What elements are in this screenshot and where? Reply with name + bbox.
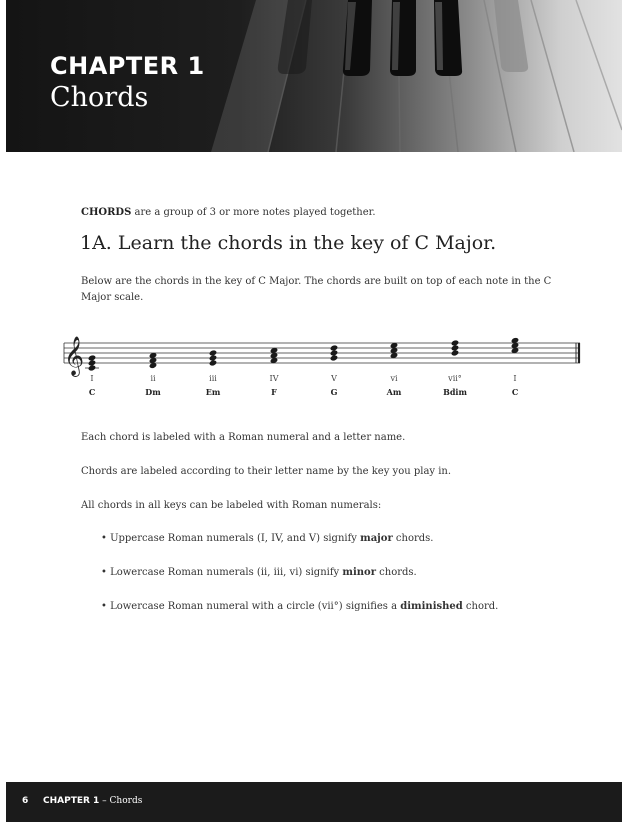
roman-numeral-label: iii (209, 374, 217, 383)
chord-letter-label: Em (205, 387, 221, 397)
intro-paragraph (81, 205, 376, 221)
chord-letter-label: C (88, 387, 96, 397)
chapter-title: Chords (50, 82, 149, 113)
bullet-diminished-term: diminished (400, 601, 463, 612)
chord-2 (145, 352, 161, 397)
page-number: 6 (22, 796, 29, 806)
section-heading: 1A. Learn the chords in the key of C Major. (80, 232, 497, 254)
paragraph-roman-letter: Each chord is labeled with a Roman numeral and a letter name. (81, 432, 406, 443)
bullet-major-term: major (360, 533, 393, 544)
footer-separator: – (99, 796, 110, 806)
note-head (330, 344, 338, 351)
footer-chapter-label: CHAPTER 1 (43, 796, 100, 806)
footer-chapter (43, 796, 142, 806)
intro-term: CHORDS (81, 207, 132, 218)
staff-lines (64, 343, 580, 363)
bullet-minor-term: minor (342, 567, 376, 578)
bullet-major-text: • Uppercase Roman numerals (I, IV, and V) signify (101, 533, 361, 544)
chord-1 (85, 354, 99, 397)
music-staff (0, 320, 628, 410)
treble-clef-icon: 𝄞 (64, 336, 85, 376)
bullet-diminished (101, 601, 498, 612)
chord-letter-label: Am (386, 387, 402, 397)
chord-6 (386, 342, 402, 397)
bullet-minor-text: • Lowercase Roman numerals (ii, iii, vi) signify (101, 567, 343, 578)
chord-4 (270, 347, 279, 397)
chord-8 (511, 337, 519, 397)
roman-numeral-label: IV (269, 374, 279, 383)
note-head (88, 354, 96, 361)
note-head (451, 339, 459, 346)
roman-numeral-label: I (90, 374, 94, 383)
chord-letter-label: F (271, 387, 277, 397)
bullet-diminished-text: • Lowercase Roman numeral with a circle (vii°) signifies a (101, 601, 401, 612)
page-footer (6, 782, 622, 822)
chapter-header-banner (6, 0, 622, 152)
paragraph-letter-key: Chords are labeled according to their letter name by the key you play in. (81, 466, 452, 477)
chord-5 (330, 344, 338, 397)
roman-numeral-label: V (331, 374, 337, 383)
roman-numeral-label: I (513, 374, 517, 383)
chord-letter-label: Bdim (443, 387, 467, 397)
chord-letter-label: Dm (145, 387, 161, 397)
chord-3 (206, 349, 221, 397)
chapter-label: CHAPTER 1 (50, 52, 205, 80)
roman-numeral-label: ii (150, 374, 156, 383)
section-description: Below are the chords in the key of C Major. The chords are built on top of each note in the C Major scale. (81, 276, 552, 303)
chord-letter-label: C (511, 387, 519, 397)
bullet-major-end: chords. (392, 533, 434, 544)
roman-numeral-label: vii° (448, 374, 462, 383)
intro-text: are a group of 3 or more notes played together. (131, 207, 376, 218)
bullet-minor-end: chords. (375, 567, 417, 578)
paragraph-all-keys: All chords in all keys can be labeled with Roman numerals: (81, 500, 382, 511)
note-head (209, 349, 217, 356)
chords-layer (85, 337, 519, 397)
roman-numeral-label: vi (390, 374, 398, 383)
footer-chapter-title: Chords (109, 796, 143, 806)
chord-letter-label: G (330, 387, 338, 397)
white-keys (211, 0, 622, 152)
bullet-minor (101, 567, 417, 578)
black-keys (278, 0, 528, 76)
bullet-major (101, 533, 433, 544)
bullet-diminished-end: chord. (462, 601, 499, 612)
